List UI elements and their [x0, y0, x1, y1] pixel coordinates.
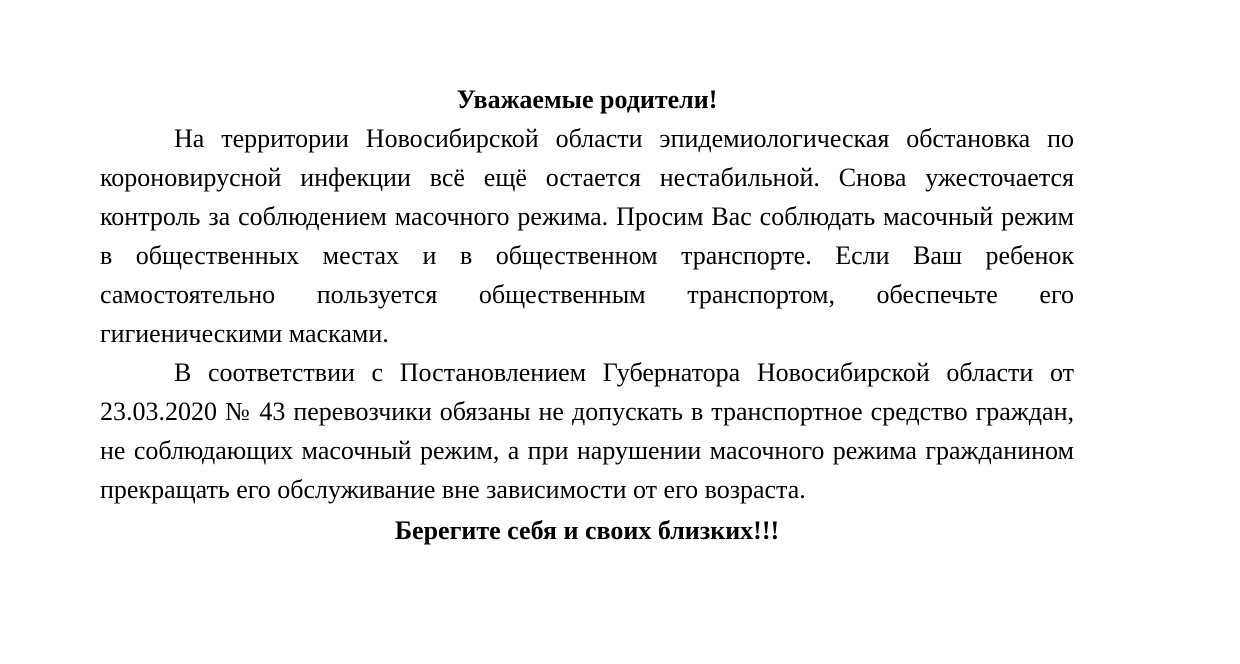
- document-page: [100, 80, 1074, 550]
- paragraph-mask-regime: На территории Новосибирской области эпидемиологическая обстановка по короновирусной инфекции всё ещё остается нестабильной. Снова ужесточается контроль за соблюдением масочного режима. Просим Вас соблюдать масочный режим в общественных местах и в общественном транспорте. Если Ваш ребенок самостоятельно пользуется общественным транспортом, обеспечьте его гигиеническими масками.: [100, 124, 1074, 348]
- closing-line: Берегите себя и своих близких!!!: [394, 516, 780, 545]
- paragraph-governor-decree: В соответствии с Постановлением Губернатора Новосибирской области от 23.03.2020 № 43 перевозчики обязаны не допускать в транспортное средство граждан, не соблюдающих масочный режим, а при нарушении масочного режима гражданином прекращать его обслуживание вне зависимости от его возраста.: [100, 358, 1074, 504]
- document-title: Уважаемые родители!: [456, 85, 718, 114]
